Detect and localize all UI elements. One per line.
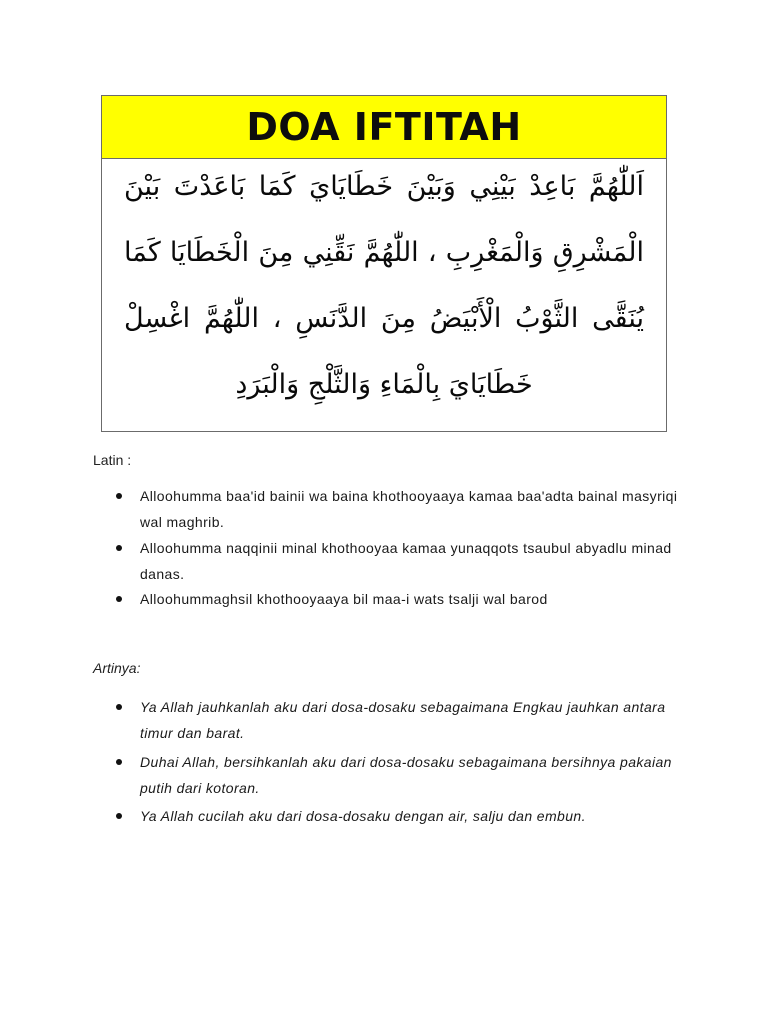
latin-list-item [118, 535, 688, 587]
bullet-icon [116, 813, 122, 819]
arabic-text-block [102, 159, 666, 431]
bullet-icon [116, 545, 122, 551]
bullet-icon [116, 704, 122, 710]
latin-label: Latin : [93, 452, 132, 468]
doa-title-banner [102, 96, 666, 159]
artinya-list-item [118, 749, 688, 801]
bullet-icon [116, 493, 122, 499]
bullet-icon [116, 759, 122, 765]
arabic-line: اَللّٰهُمَّ بَاعِدْ بَيْنِي وَبَيْنَ خَطَايَايَ كَمَا بَاعَدْتَ بَيْنَ [124, 171, 644, 202]
latin-item-text: Alloohumma baa'id bainii wa baina khothooyaaya kamaa baa'adta bainal masyriqi wal maghrib. [140, 488, 678, 530]
artinya-label: Artinya: [93, 660, 141, 676]
bullet-icon [116, 596, 122, 602]
doa-title: DOA IFTITAH [246, 105, 522, 149]
artinya-item-text: Duhai Allah, bersihkanlah aku dari dosa-dosaku sebagaimana bersihnya pakaian putih dari kotoran. [140, 754, 672, 796]
artinya-item-text: Ya Allah jauhkanlah aku dari dosa-dosaku sebagaimana Engkau jauhkan antara timur dan barat. [140, 699, 666, 741]
latin-item-text: Alloohummaghsil khothooyaaya bil maa-i wats tsalji wal barod [140, 591, 548, 607]
latin-list-item [118, 483, 688, 535]
latin-item-text: Alloohumma naqqinii minal khothooyaa kamaa yunaqqots tsaubul abyadlu minad danas. [140, 540, 672, 582]
arabic-line: الْمَشْرِقِ وَالْمَغْرِبِ ، اللّٰهُمَّ نَقِّنِي مِنَ الْخَطَايَا كَمَا [124, 237, 644, 268]
artinya-list-item [118, 803, 688, 829]
artinya-item-text: Ya Allah cucilah aku dari dosa-dosaku dengan air, salju dan embun. [140, 808, 586, 824]
arabic-line: خَطَايَايَ بِالْمَاءِ وَالثَّلْجِ وَالْبَرَدِ [235, 369, 533, 400]
latin-list-item [118, 586, 688, 612]
arabic-line: يُنَقَّى الثَّوْبُ الْأَبْيَضُ مِنَ الدَّنَسِ ، اللّٰهُمَّ اغْسِلْ [124, 303, 644, 334]
doa-card [101, 95, 667, 432]
artinya-list-item [118, 694, 688, 746]
